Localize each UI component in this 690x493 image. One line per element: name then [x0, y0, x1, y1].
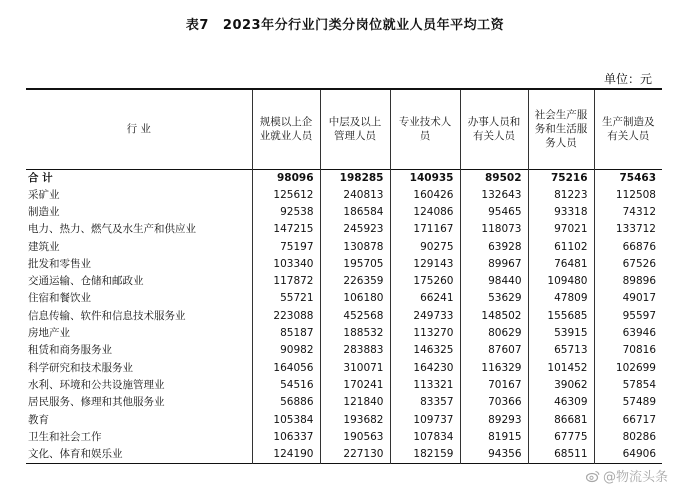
industry-name: 住宿和餐饮业: [28, 292, 91, 305]
wage-value: 155685: [528, 308, 594, 325]
wage-value: 146325: [390, 342, 460, 359]
wage-value: 195705: [320, 256, 390, 273]
wage-value: 89502: [460, 169, 528, 187]
header-col-2: 中层及以上管理人员: [320, 89, 390, 169]
wage-value: 121840: [320, 394, 390, 411]
wage-value: 80286: [594, 429, 662, 446]
wage-value: 70167: [460, 377, 528, 394]
wage-value: 66876: [594, 238, 662, 255]
wage-value: 70366: [460, 394, 528, 411]
table-row: [26, 238, 662, 255]
wage-value: 53629: [460, 290, 528, 307]
wage-value: 97021: [528, 221, 594, 238]
industry-name: 合 计: [28, 171, 53, 184]
wage-value: 223088: [252, 308, 320, 325]
wage-value: 148502: [460, 308, 528, 325]
header-col-4: 办事人员和有关人员: [460, 89, 528, 169]
wage-value: 193682: [320, 411, 390, 428]
wage-value: 118073: [460, 221, 528, 238]
watermark: [586, 466, 668, 485]
wage-value: 57854: [594, 377, 662, 394]
wage-value: 87607: [460, 342, 528, 359]
wage-value: 164056: [252, 359, 320, 376]
wage-value: 92538: [252, 204, 320, 221]
page-title: [0, 14, 690, 33]
unit-label: 单位：元: [603, 72, 652, 86]
wage-value: 105384: [252, 411, 320, 428]
wage-value: 94356: [460, 446, 528, 464]
industry-name: 房地产业: [28, 327, 70, 340]
wage-value: 53915: [528, 325, 594, 342]
weibo-icon: [586, 469, 600, 483]
wage-value: 112508: [594, 187, 662, 204]
wage-value: 98096: [252, 169, 320, 187]
table-row: [26, 204, 662, 221]
wage-value: 164230: [390, 359, 460, 376]
wage-value: 198285: [320, 169, 390, 187]
header-col-1: 规模以上企业就业人员: [252, 89, 320, 169]
wage-value: 75216: [528, 169, 594, 187]
wage-value: 81223: [528, 187, 594, 204]
wage-value: 61102: [528, 238, 594, 255]
wage-value: 49017: [594, 290, 662, 307]
industry-name: 文化、体育和娱乐业: [28, 447, 123, 460]
wage-value: 86681: [528, 411, 594, 428]
wage-value: 46309: [528, 394, 594, 411]
industry-name: 采矿业: [28, 188, 60, 201]
wage-value: 66241: [390, 290, 460, 307]
wage-value: 95597: [594, 308, 662, 325]
wage-value: 140935: [390, 169, 460, 187]
wage-value: 89293: [460, 411, 528, 428]
header-industry: 行 业: [126, 123, 151, 136]
wage-value: 190563: [320, 429, 390, 446]
wage-value: 109480: [528, 273, 594, 290]
wage-value: 64906: [594, 446, 662, 464]
header-col-5: 社会生产服务和生活服务人员: [528, 89, 594, 169]
wage-value: 89967: [460, 256, 528, 273]
industry-name: 建筑业: [28, 240, 60, 253]
table-row: [26, 308, 662, 325]
wage-value: 74312: [594, 204, 662, 221]
wage-value: 175260: [390, 273, 460, 290]
wage-value: 98440: [460, 273, 528, 290]
wage-value: 67526: [594, 256, 662, 273]
wage-value: 81915: [460, 429, 528, 446]
table-header: [26, 89, 662, 169]
header-col-6: 生产制造及有关人员: [594, 89, 662, 169]
industry-name: 教育: [28, 413, 49, 426]
wage-value: 124086: [390, 204, 460, 221]
wage-value: 76481: [528, 256, 594, 273]
wage-value: 170241: [320, 377, 390, 394]
wage-value: 75197: [252, 238, 320, 255]
wage-value: 186584: [320, 204, 390, 221]
wage-value: 67775: [528, 429, 594, 446]
wage-value: 55721: [252, 290, 320, 307]
table-row: [26, 221, 662, 238]
table-body: [26, 169, 662, 463]
wage-value: 188532: [320, 325, 390, 342]
wage-value: 75463: [594, 169, 662, 187]
wage-value: 245923: [320, 221, 390, 238]
industry-name: 电力、热力、燃气及水生产和供应业: [28, 223, 196, 236]
wage-value: 95465: [460, 204, 528, 221]
wage-value: 65713: [528, 342, 594, 359]
wage-value: 109737: [390, 411, 460, 428]
wage-value: 85187: [252, 325, 320, 342]
wage-value: 106180: [320, 290, 390, 307]
industry-name: 批发和零售业: [28, 257, 91, 270]
wage-value: 240813: [320, 187, 390, 204]
wage-value: 56886: [252, 394, 320, 411]
industry-name: 交通运输、仓储和邮政业: [28, 275, 144, 288]
wage-value: 147215: [252, 221, 320, 238]
wage-value: 68511: [528, 446, 594, 464]
wage-value: 89896: [594, 273, 662, 290]
wage-value: 101452: [528, 359, 594, 376]
industry-name: 信息传输、软件和信息技术服务业: [28, 309, 186, 322]
wage-value: 93318: [528, 204, 594, 221]
industry-name: 科学研究和技术服务业: [28, 361, 133, 374]
wage-value: 226359: [320, 273, 390, 290]
wage-value: 66717: [594, 411, 662, 428]
wage-value: 39062: [528, 377, 594, 394]
wage-value: 113270: [390, 325, 460, 342]
wage-value: 227130: [320, 446, 390, 464]
wage-value: 283883: [320, 342, 390, 359]
table-row: [26, 429, 662, 446]
wage-value: 125612: [252, 187, 320, 204]
table-row: [26, 290, 662, 307]
table-row: [26, 446, 662, 464]
table-row: [26, 411, 662, 428]
table-row: [26, 256, 662, 273]
wage-value: 83357: [390, 394, 460, 411]
wage-value: 249733: [390, 308, 460, 325]
industry-name: 租赁和商务服务业: [28, 344, 112, 357]
wage-value: 113321: [390, 377, 460, 394]
table-row: [26, 187, 662, 204]
wage-value: 54516: [252, 377, 320, 394]
wage-value: 80629: [460, 325, 528, 342]
wage-table: [26, 88, 662, 464]
wage-value: 133712: [594, 221, 662, 238]
industry-name: 制造业: [28, 205, 60, 218]
wage-value: 106337: [252, 429, 320, 446]
wage-value: 310071: [320, 359, 390, 376]
wage-value: 102699: [594, 359, 662, 376]
table-row: [26, 394, 662, 411]
industry-name: 卫生和社会工作: [28, 430, 102, 443]
wage-value: 160426: [390, 187, 460, 204]
wage-value: 63946: [594, 325, 662, 342]
header-col-3: 专业技术人员: [390, 89, 460, 169]
table-row: [26, 377, 662, 394]
wage-value: 103340: [252, 256, 320, 273]
wage-value: 124190: [252, 446, 320, 464]
wage-value: 117872: [252, 273, 320, 290]
table-row: [26, 342, 662, 359]
wage-value: 452568: [320, 308, 390, 325]
industry-name: 居民服务、修理和其他服务业: [28, 396, 165, 409]
total-row: [26, 169, 662, 187]
table-row: [26, 325, 662, 342]
watermark-text: @物流头条: [603, 470, 669, 485]
table-row: [26, 359, 662, 376]
wage-value: 47809: [528, 290, 594, 307]
wage-value: 182159: [390, 446, 460, 464]
table-title: 2023年分行业门类分岗位就业人员年平均工资: [222, 18, 505, 33]
wage-value: 116329: [460, 359, 528, 376]
industry-name: 水利、环境和公共设施管理业: [28, 378, 165, 391]
table-row: [26, 273, 662, 290]
wage-value: 132643: [460, 187, 528, 204]
wage-value: 70816: [594, 342, 662, 359]
wage-value: 90982: [252, 342, 320, 359]
wage-value: 63928: [460, 238, 528, 255]
wage-value: 171167: [390, 221, 460, 238]
wage-value: 129143: [390, 256, 460, 273]
wage-value: 90275: [390, 238, 460, 255]
wage-value: 57489: [594, 394, 662, 411]
wage-value: 130878: [320, 238, 390, 255]
wage-value: 107834: [390, 429, 460, 446]
table-number: 表7: [185, 18, 209, 33]
